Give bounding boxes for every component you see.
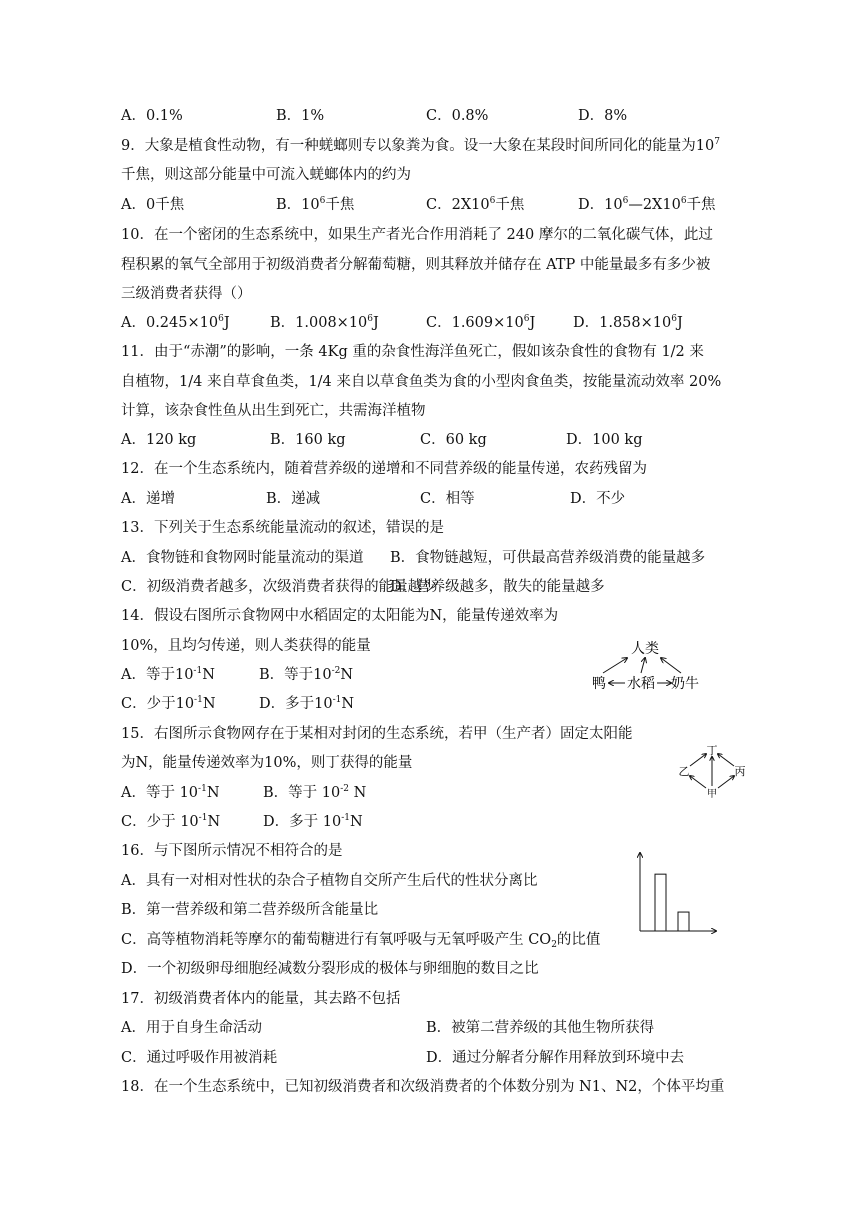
q11-option-c: C．60 kg — [420, 432, 487, 448]
q13-stem-line1: 13．下列关于生态系统能量流动的叙述，错误的是 — [121, 520, 444, 536]
q13-option-d: D．营养级越多，散失的能量越多 — [390, 579, 605, 595]
q14-stem-line2: 10%，且均匀传递，则人类获得的能量 — [121, 638, 371, 654]
q12-option-b: B．递减 — [266, 491, 321, 507]
q16-option-c: C．高等植物消耗等摩尔的葡萄糖进行有氧呼吸与无氧呼吸产生 $CO_2$的比值 — [121, 932, 601, 950]
web-arrow — [690, 776, 706, 788]
q12-option-d: D．不少 — [570, 491, 626, 507]
q11-stem-line2: 自植物，1/4 来自草食鱼类，1/4 来自以草食鱼类为食的小型肉食鱼类，按能量流动效率 20% — [121, 374, 722, 390]
q17-option-c: C．通过呼吸作用被消耗 — [121, 1050, 278, 1066]
q17-option-b: B．被第二营养级的其他生物所获得 — [426, 1020, 655, 1036]
q14-option-b: B．等于$10^{-2}N$ — [259, 666, 354, 683]
web-node-right: 奶牛 — [671, 676, 699, 692]
q11-stem-line3: 计算，该杂食性鱼从出生到死亡，共需海洋植物 — [121, 403, 426, 419]
q16-stem-line1: 16．与下图所示情况不相符合的是 — [121, 843, 343, 859]
q18-stem-line1: 18．在一个生态系统中，已知初级消费者和次级消费者的个体数分别为 N1、N2，个体平均重 — [121, 1079, 725, 1095]
web-arrow — [690, 754, 706, 766]
q12-stem-line1: 12．在一个生态系统内，随着营养级的递增和不同营养级的能量传递，农药残留为 — [121, 461, 647, 477]
q9-stem-line2: 千焦，则这部分能量中可流入蜣螂体内的约为 — [121, 167, 411, 183]
q10-option-d: D．$1.858\times 10^6J$ — [573, 314, 683, 331]
q15-option-d: D．多于 $10^{-1}N$ — [263, 813, 363, 830]
q8-option-d: D．8% — [578, 108, 628, 124]
q10-stem-line3: 三级消费者获得（） — [121, 286, 252, 302]
q16-option-b: B．第一营养级和第二营养级所含能量比 — [121, 902, 379, 918]
q9-stem-line1: 9．大象是植食性动物，有一种蜣螂则专以象粪为食。设一大象在某段时间所同化的能量为$10^7$ — [121, 137, 720, 154]
q17-stem-line1: 17．初级消费者体内的能量，其去路不包括 — [121, 991, 401, 1007]
bar-1 — [655, 874, 666, 931]
q8-option-c: C．0.8% — [426, 108, 489, 124]
q14-option-a: A．等于$10^{-1}N$ — [121, 666, 215, 683]
q15-food-web-diagram — [676, 742, 748, 800]
q12-option-c: C．相等 — [420, 491, 475, 507]
q15-option-c: C．少于 $10^{-1}N$ — [121, 813, 221, 830]
q10-option-a: A．$0.245\times 10^6J$ — [121, 314, 230, 331]
q15-stem-line1: 15．右图所示食物网存在于某相对封闭的生态系统，若甲（生产者）固定太阳能 — [121, 726, 633, 742]
q17-option-a: A．用于自身生命活动 — [121, 1020, 262, 1036]
web-arrow — [641, 658, 645, 673]
web-node-top: 人类 — [631, 641, 659, 657]
q14-stem-line1: 14．假设右图所示食物网中水稻固定的太阳能为N，能量传递效率为 — [121, 608, 559, 624]
q11-option-d: D．100 kg — [566, 432, 643, 448]
q10-option-c: C．$1.609\times 10^6J$ — [426, 314, 536, 331]
web-node-right: 丙 — [734, 765, 746, 778]
q11-option-a: A．120 kg — [121, 432, 197, 448]
q16-option-d: D．一个初级卵母细胞经减数分裂形成的极体与卵细胞的数目之比 — [121, 961, 539, 977]
q9-option-b: B．$10^6$千焦 — [276, 196, 355, 213]
q17-option-d: D．通过分解者分解作用释放到环境中去 — [426, 1050, 685, 1066]
q13-option-a: A．食物链和食物网时能量流动的渠道 — [121, 550, 364, 566]
q12-option-a: A．递增 — [121, 491, 175, 507]
q15-option-a: A．等于 $10^{-1}N$ — [121, 784, 220, 801]
q9-option-c: C．$2X10^6$千焦 — [426, 196, 525, 213]
q14-option-d: D．多于$10^{-1}N$ — [259, 695, 355, 712]
web-node-bottom: 甲 — [707, 789, 717, 800]
web-arrow — [718, 776, 734, 788]
q15-option-b: B．等于 $10^{-2}$ N — [263, 784, 367, 801]
q11-stem-line1: 11．由于“赤潮”的影响，一条 4Kg 重的杂食性海洋鱼死亡，假如该杂食性的食物有 1/2 来 — [121, 344, 704, 360]
web-arrow — [603, 658, 627, 673]
q15-stem-line2: 为N，能量传递效率为10%，则丁获得的能量 — [121, 755, 413, 771]
web-node-left: 乙 — [678, 765, 690, 778]
q11-option-b: B．160 kg — [270, 432, 346, 448]
q10-option-b: B．$1.008\times 10^6J$ — [270, 314, 379, 331]
q14-food-web-diagram — [585, 636, 705, 694]
web-node-top: 丁 — [706, 744, 718, 757]
web-arrow — [661, 658, 681, 673]
q16-option-a: A．具有一对相对性状的杂合子植物自交所产生后代的性状分离比 — [121, 873, 538, 889]
q8-option-a: A．0.1% — [121, 108, 183, 124]
web-arrow — [718, 754, 734, 766]
q13-option-b: B．食物链越短，可供最高营养级消费的能量越多 — [390, 550, 706, 566]
q10-stem-line1: 10．在一个密闭的生态系统中，如果生产者光合作用消耗了 240 摩尔的二氧化碳气体，此过 — [121, 227, 713, 243]
q9-option-a: A．0千焦 — [121, 197, 185, 213]
q9-option-d: D．$10^6—2X10^6$千焦 — [578, 196, 716, 213]
web-node-left: 鸭 — [592, 676, 606, 692]
q14-option-c: C．少于$10^{-1}N$ — [121, 695, 216, 712]
web-node-center: 水稻 — [627, 676, 655, 692]
q16-bar-chart — [630, 850, 720, 936]
bar-2 — [678, 912, 689, 931]
q8-option-b: B．1% — [276, 108, 325, 124]
q10-stem-line2: 程积累的氧气全部用于初级消费者分解葡萄糖，则其释放并储存在 ATP 中能量最多有多少被 — [121, 257, 711, 273]
q13-option-c: C．初级消费者越多，次级消费者获得的能量越少 — [121, 579, 437, 595]
